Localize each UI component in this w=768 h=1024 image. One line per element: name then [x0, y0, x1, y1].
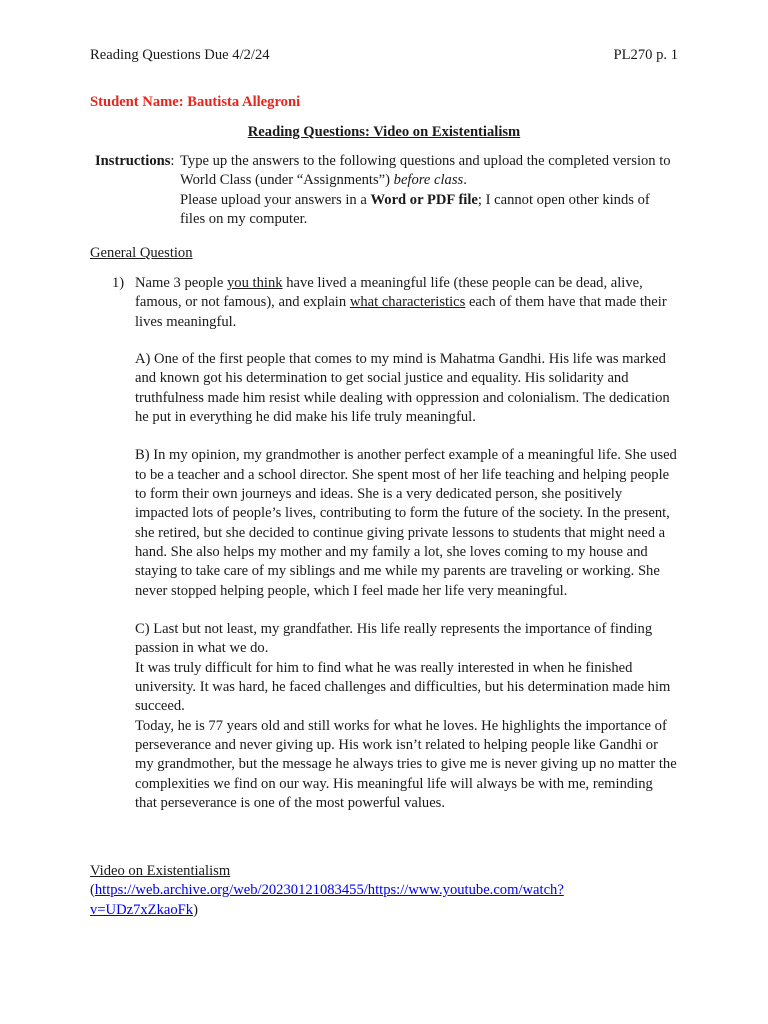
video-link-line-1 — [90, 881, 678, 900]
close-paren: ) — [193, 901, 198, 918]
question-part-3: each of them have that made their lives meaningful. — [135, 294, 667, 330]
instructions-text-2a: Please upload your answers in a — [180, 191, 371, 208]
header-right: PL270 p. 1 — [613, 47, 678, 63]
answer-c — [135, 620, 678, 813]
answer-a: A) One of the first people that comes to my mind is Mahatma Gandhi. His life was marked and known got his determination to get social justice and equality. His solidarity and truthfulness made him resist while dealing with oppression and colonialism. The dedication he put in everything he did make his life truly meaningful. — [135, 351, 670, 425]
instructions-line-2 — [180, 191, 678, 230]
instructions-bold: Word or PDF file — [370, 191, 478, 208]
open-paren: ( — [90, 882, 95, 899]
video-heading-text: Video on Existentialism — [90, 863, 231, 879]
instructions-text-1b: . — [463, 172, 467, 189]
answers-block — [135, 350, 678, 813]
instructions-italic: before class — [393, 172, 464, 189]
instructions-body — [180, 152, 678, 229]
student-name: Student Name: Bautista Allegroni — [90, 94, 301, 110]
instructions-text-1a: Type up the answers to the following questions and upload the completed version to World Class (under “Assignments”) — [180, 153, 671, 189]
question-1 — [112, 274, 678, 332]
answer-c-paragraph-3: Today, he is 77 years old and still works for what he loves. He highlights the importance of perseverance and never giving up. His work isn’t related to helping people like Gandhi or my grandmother, but the message he always tries to give me is never giving up no matter the complexities we find on our way. His meaningful life will always be with me, reminding that perseverance is one of the most powerful values. — [135, 717, 677, 811]
question-part-2: have lived a meaningful life (these people can be dead, alive, famous, or not famous), and explain — [135, 275, 643, 311]
video-link-continued[interactable]: v=UDz7xZkaoFk — [90, 901, 194, 918]
question-underline-2: what characteristics — [349, 294, 466, 311]
document-title: Reading Questions: Video on Existentialism — [247, 124, 521, 140]
instructions-line-1 — [180, 152, 678, 191]
section-heading: General Question — [90, 245, 193, 261]
page-header — [90, 46, 678, 65]
instructions-label — [95, 152, 180, 229]
video-link[interactable]: https://web.archive.org/web/20230121083455/https://www.youtube.com/watch? — [94, 882, 564, 899]
question-text — [135, 274, 678, 332]
answer-c-paragraph-2: It was truly difficult for him to find what he was really interested in when he finished university. It was hard, he faced challenges and difficulties, but his determination made him succeed. — [135, 659, 671, 715]
answer-c-paragraph-1: C) Last but not least, my grandfather. His life really represents the importance of finding passion in what we do. — [135, 621, 653, 657]
answer-b: B) In my opinion, my grandmother is another perfect example of a meaningful life. She used to be a teacher and a school director. She spent most of her life teaching and helping people to form their own journeys and ideas. She is a very dedicated person, she positively impacted lots of people’s lives, contributing to form the future of the society. In the present, she retired, but she decided to continue giving private lessons to students that might need a hand. She also helps my mother and my family a lot, she loves coming to my house and staying to take care of my siblings and me while my parents are traveling or working. She never stopped helping people, which I feel made her life very meaningful. — [135, 447, 677, 599]
instructions-colon: : — [170, 153, 175, 169]
header-left: Reading Questions Due 4/2/24 — [90, 47, 270, 63]
instructions-label-text: Instructions — [95, 153, 171, 169]
instructions-text-2b: ; I cannot open other kinds of files on my computer. — [180, 191, 650, 227]
video-heading — [90, 862, 678, 881]
question-part-1: Name 3 people — [135, 275, 227, 291]
video-reference — [90, 862, 678, 920]
question-underline-1: you think — [227, 275, 283, 291]
question-number: 1) — [112, 275, 125, 291]
video-link-line-2 — [90, 901, 678, 920]
instructions-block — [95, 152, 678, 229]
